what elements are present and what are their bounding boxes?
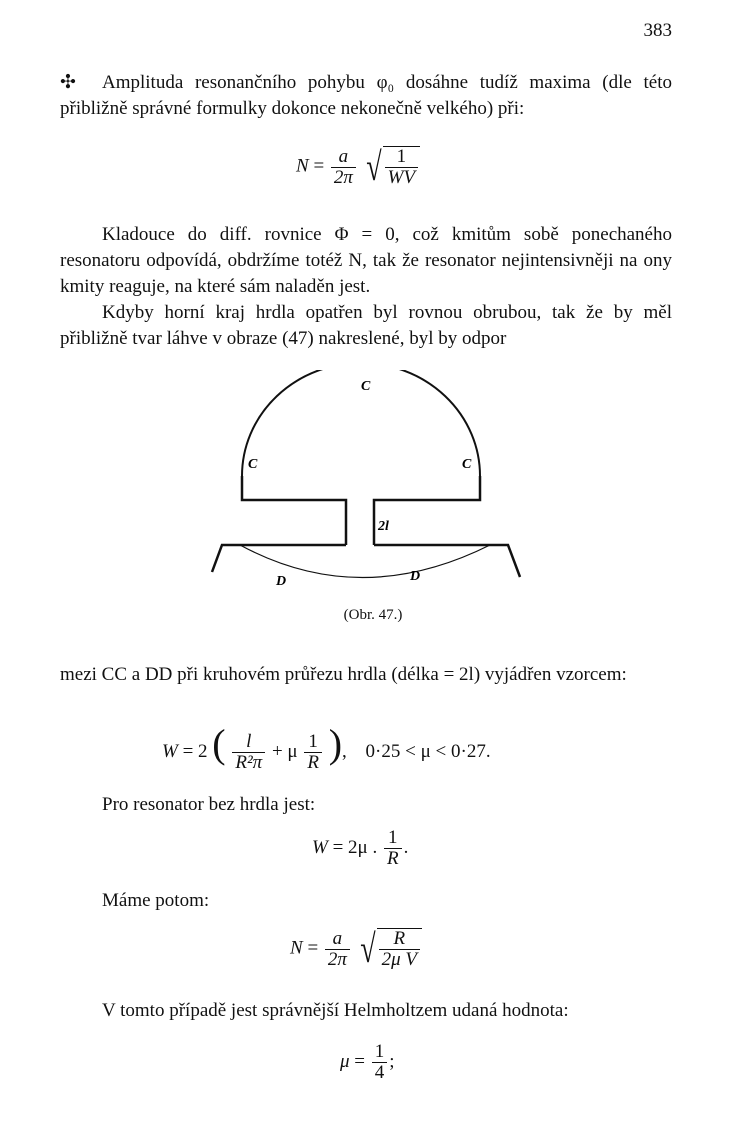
radical-icon: √	[365, 144, 382, 189]
label-d-right: D	[410, 569, 421, 584]
fraction: $\frac{a}{2\pi}$	[331, 147, 356, 188]
paragraph-5: Pro resonator bez hrdla jest:	[102, 794, 316, 815]
lower-arc-dd	[240, 545, 490, 578]
label-c-right: C	[462, 457, 472, 472]
page-number: 383	[643, 20, 672, 41]
label-length: 2l	[378, 519, 389, 534]
label-c-top: C	[361, 379, 371, 394]
paragraph-4: mezi CC a DD při kruhovém průřezu hrdla (délka = 2l) vyjádřen vzorcem:	[60, 664, 627, 685]
flange-left	[212, 545, 346, 572]
equation-2: W = 2 ( $\frac{l}{\text{R²π}}$ + μ $\frac{1}{R}$ ), 0·25 < μ < 0·27.	[162, 721, 491, 774]
label-d-left: D	[276, 574, 287, 589]
paragraph-6: Máme potom:	[102, 890, 210, 911]
equation-5: μ = $\frac{1}{4}$ ;	[340, 1041, 395, 1083]
left-paren: (	[212, 721, 226, 766]
right-wall	[374, 476, 480, 545]
equation-4: N = $\frac{a}{2\pi}$ √ $\frac{R}{\text{2μ V}}$	[290, 928, 422, 970]
marker-icon: ✣	[60, 72, 76, 93]
figure-caption: (Obr. 47.)	[343, 607, 403, 623]
equation-1: N = $\frac{a}{2\pi}$ √ $\frac{1}{WV}$	[296, 146, 420, 188]
square-root: √ $\frac{R}{\text{2μ V}}$	[357, 928, 422, 970]
flange-right	[374, 545, 520, 577]
paragraph-7: V tomto případě jest správnější Helmholtzem udaná hodnota:	[102, 1000, 569, 1021]
square-root: √ $\frac{1}{WV}$	[363, 146, 420, 188]
right-paren: )	[328, 721, 343, 766]
paragraph-2: Kladouce do diff. rovnice Φ = 0, což kmitům sobě ponechaného resonatoru odpovídá, obdržíme totéž N, tak že resonator nejintensivněji na ony kmity reaguje, na které sám naladěn jest.	[60, 224, 672, 297]
figure-47-bottle	[200, 370, 540, 600]
paragraph-1	[60, 70, 672, 122]
label-c-left: C	[248, 457, 258, 472]
equation-3: W = 2μ . $\frac{1}{R}$ .	[312, 827, 409, 869]
paragraph-3: Kdyby horní kraj hrdla opatřen byl rovnou obrubou, tak že by měl přibližně tvar láhve v obraze (47) nakreslené, byl by odpor	[60, 302, 672, 349]
paragraph-1-text: Amplituda resonančního pohybu φ₀ dosáhne tudíž maxima (dle této přibližně správné formulky dokonce nekonečně velkého) při:	[60, 72, 672, 119]
left-wall	[242, 476, 346, 545]
radical-icon: √	[359, 926, 376, 971]
